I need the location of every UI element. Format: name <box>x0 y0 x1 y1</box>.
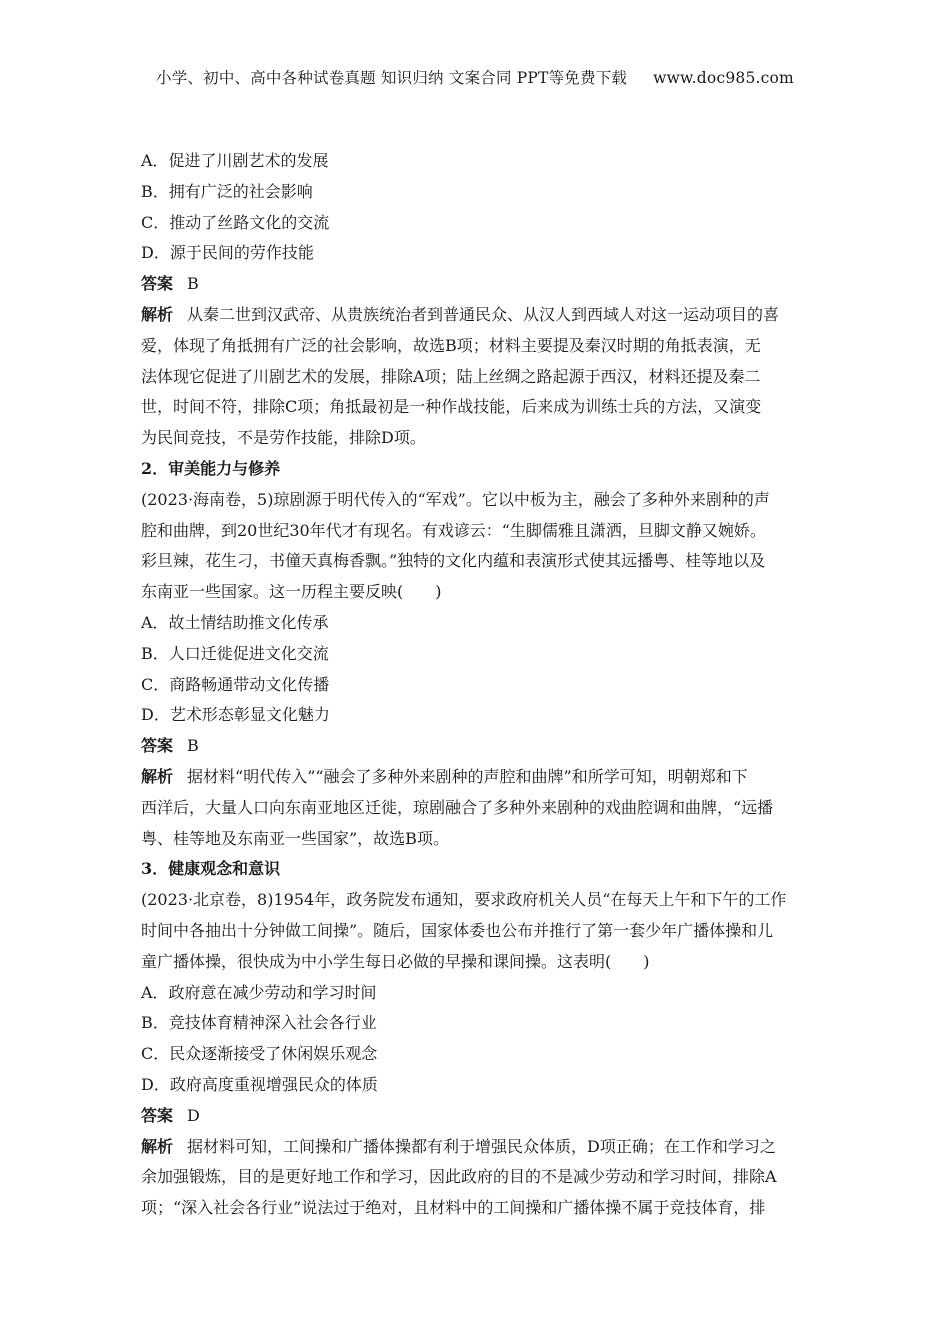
q2-option-d: D．艺术形态彰显文化魅力 <box>141 705 330 725</box>
q3-analysis-label: 解析 <box>141 1136 174 1156</box>
q2-analysis-line: 粤、桂等地及东南亚一些国家”，故选B项。 <box>141 828 449 848</box>
q2-analysis-label: 解析 <box>141 766 174 786</box>
q2-analysis-line: 西洋后，大量人口向东南亚地区迁徙，琼剧融合了多种外来剧种的戏曲腔调和曲牌，“远播 <box>141 797 774 817</box>
q1-analysis-line: 法体现它促进了川剧艺术的发展，排除A项；陆上丝绸之路起源于西汉，材料还提及秦二 <box>141 366 761 386</box>
q3-answer <box>141 1101 811 1132</box>
q3-analysis-line: 项；“深入社会各行业”说法过于绝对，且材料中的工间操和广播体操不属于竞技体育，排 <box>141 1198 766 1218</box>
q2-options <box>141 608 811 731</box>
q2-title: 2．审美能力与修养 <box>141 458 281 478</box>
q3-stem-line: 童广播体操，很快成为中小学生每日必做的早操和课间操。这表明( ) <box>141 951 650 971</box>
q1-option-c: C．推动了丝路文化的交流 <box>141 212 330 232</box>
header-site: www.doc985.com <box>653 69 794 87</box>
q3-analysis-line: 余加强锻炼，目的是更好地工作和学习，因此政府的目的不是减少劳动和学习时间，排除A <box>141 1167 777 1187</box>
q1-analysis-label: 解析 <box>141 304 174 324</box>
q3-option-a: A．政府意在减少劳动和学习时间 <box>141 982 377 1002</box>
q1-analysis-line: 爱，体现了角抵拥有广泛的社会影响，故选B项；材料主要提及秦汉时期的角抵表演，无 <box>141 335 761 355</box>
q1-analysis <box>141 300 811 454</box>
q2-stem-line: (2023·海南卷，5)琼剧源于明代传入的“军戏”。它以中板为主，融会了多种外来剧种的声 <box>141 489 770 509</box>
q1-options <box>141 146 811 269</box>
q2-stem-line: 东南亚一些国家。这一历程主要反映( ) <box>141 582 442 602</box>
q3-answer-value: D <box>187 1105 200 1125</box>
q2-stem <box>141 485 811 608</box>
q2-analysis <box>141 762 811 854</box>
q3-option-b: B．竞技体育精神深入社会各行业 <box>141 1013 377 1033</box>
q2-answer <box>141 731 811 762</box>
q2-stem-line: 彩旦辣，花生刁，书僮天真梅香飘。”独特的文化内蕴和表演形式使其远播粤、桂等地以及 <box>141 551 766 571</box>
q2-answer-label: 答案 <box>141 736 174 756</box>
q3-options <box>141 978 811 1101</box>
document-body <box>141 146 811 1224</box>
q2-stem-line: 腔和曲牌，到20世纪30年代才有现名。有戏谚云：“生脚儒雅且潇洒，旦脚文静又婉娇。 <box>141 520 766 540</box>
q1-option-a: A．促进了川剧艺术的发展 <box>141 151 329 170</box>
q3-analysis-line <box>141 1132 811 1163</box>
header-text: 小学、初中、高中各种试卷真题 知识归纳 文案合同 PPT等免费下载 <box>156 69 628 87</box>
q3-stem-line: 时间中各抽出十分钟做工间操”。随后，国家体委也公布并推行了第一套少年广播体操和儿 <box>141 920 774 940</box>
q3-analysis-text: 据材料可知，工间操和广播体操都有利于增强民众体质，D项正确；在工作和学习之 <box>187 1136 776 1156</box>
q2-option-b: B．人口迁徙促进文化交流 <box>141 643 329 663</box>
q1-answer-value: B <box>187 274 199 294</box>
q3-option-d: D．政府高度重视增强民众的体质 <box>141 1074 378 1094</box>
q1-analysis-line: 世，时间不符，排除C项；角抵最初是一种作战技能，后来成为训练士兵的方法，又演变 <box>141 397 762 417</box>
page-header <box>0 66 950 88</box>
q1-answer <box>141 269 811 300</box>
q1-option-b: B．拥有广泛的社会影响 <box>141 181 313 201</box>
q3-analysis <box>141 1132 811 1224</box>
q3-stem-line: (2023·北京卷，8)1954年，政务院发布通知，要求政府机关人员“在每天上午和下午的工作 <box>141 890 787 910</box>
q1-analysis-line: 为民间竞技，不是劳作技能，排除D项。 <box>141 428 426 448</box>
q2-analysis-line <box>141 762 811 793</box>
q2-analysis-text: 据材料“明代传入”“融会了多种外来剧种的声腔和曲牌”和所学可知，明朝郑和下 <box>187 766 748 786</box>
q1-analysis-text: 从秦二世到汉武帝、从贵族统治者到普通民众、从汉人到西域人对这一运动项目的喜 <box>187 304 780 324</box>
q1-answer-label: 答案 <box>141 274 174 294</box>
q2-answer-value: B <box>187 736 199 756</box>
q1-analysis-line <box>141 300 811 331</box>
q3-stem <box>141 885 811 977</box>
q2-option-c: C．商路畅通带动文化传播 <box>141 674 330 694</box>
q3-option-c: C．民众逐渐接受了休闲娱乐观念 <box>141 1044 378 1064</box>
q3-answer-label: 答案 <box>141 1105 174 1125</box>
q2-option-a: A．故土情结助推文化传承 <box>141 612 329 632</box>
q3-title: 3．健康观念和意识 <box>141 859 281 879</box>
q1-option-d: D．源于民间的劳作技能 <box>141 243 314 263</box>
